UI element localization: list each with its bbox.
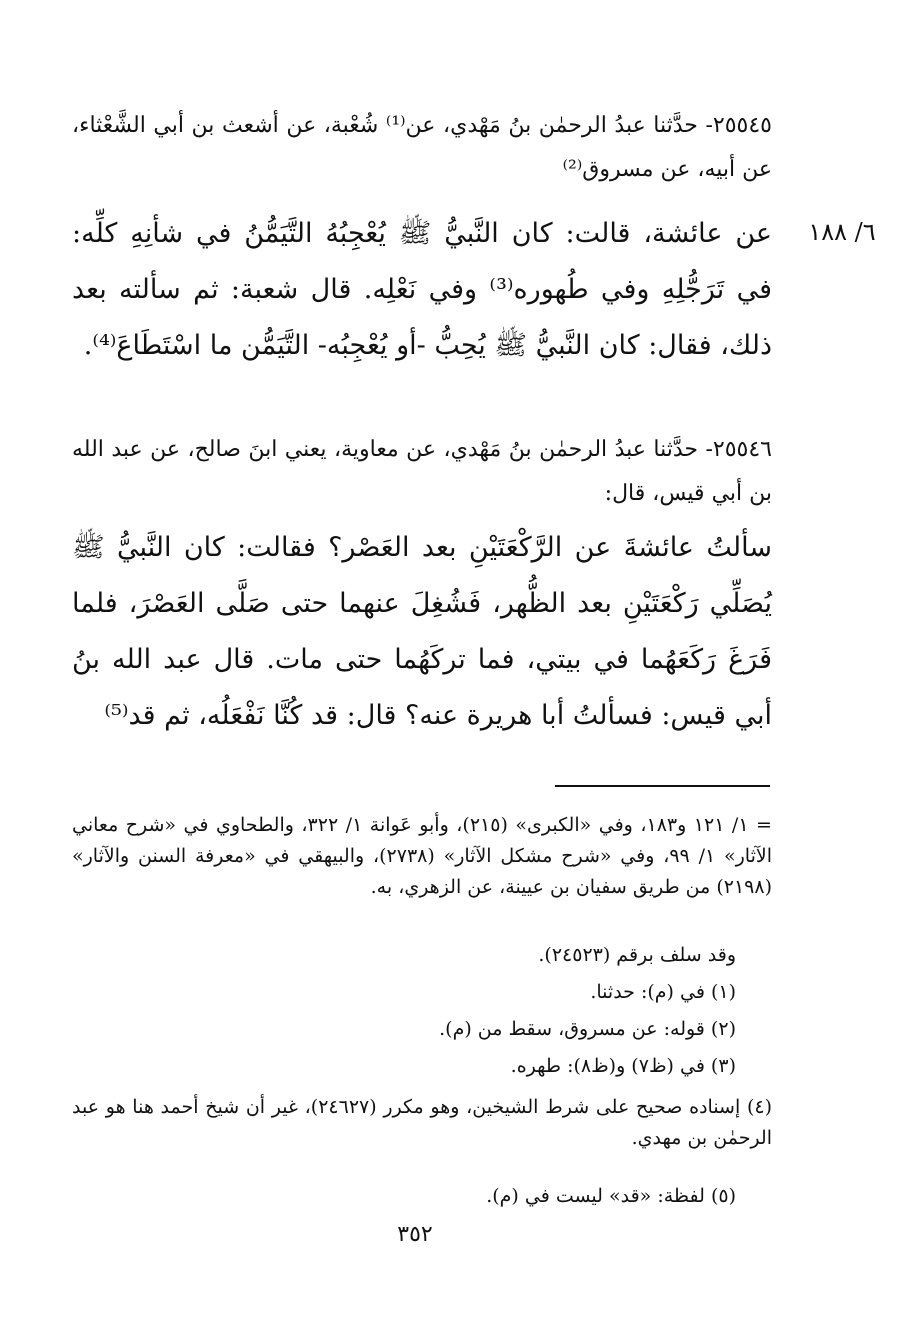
hadith-25545-matn: عن عائشة، قالت: كان النَّبيُّ ﷺ يُعْجِبُهُ التَّيَمُّنُ في شأنِهِ كلِّه: في تَرَجُّلِهِ وفي طُهوره⁽³⁾ وفي نَعْلِه. قال شعبة: ثم سألته بعد ذلك، فقال: كان النَّبيُّ ﷺ يُحِبُّ -أو يُعْجِبُه- التَّيَمُّن ما اسْتَطَاعَ⁽⁴⁾.	[72, 218, 773, 361]
page-number: ٣٥٢	[397, 1222, 433, 1247]
hadith-25546-matn: سألتُ عائشةَ عن الرَّكْعَتَيْنِ بعد العَصْر؟ فقالت: كان النَّبيُّ ﷺ يُصَلِّي رَكْعَتَيْنِ بعد الظُّهر، فَشُغِلَ عنهما حتى صَلَّى العَصْرَ، فلما فَرَغَ رَكَعَهُما في بيتي، فما تركَهُما حتى مات. قال عبد الله بنُ أبي قيس: فسألتُ أبا هريرة عنه؟ قال: قد كُنَّا نَفْعَلُه، ثم قد⁽⁵⁾	[72, 532, 772, 731]
footnote-continuation: = ١/ ١٢١ و١٨٣، وفي «الكبرى» (٢١٥)، وأبو عَوانة ١/ ٣٢٢، والطحاوي في «شرح معاني الآثار» ١/ ٩٩، وفي «شرح مشكل الآثار» (٢٧٣٨)، والبيهقي في «معرفة السنن والآثار» (٢١٩٨) من طريق سفيان بن عيينة، عن الزهري، به.	[72, 814, 773, 898]
hadith-25545-isnad: ٢٥٥٤٥- حدَّثنا عبدُ الرحمٰن بنُ مَهْدي، عن⁽¹⁾ شُعْبة، عن أشعث بن أبي الشَّعْثاء، عن أبيه، عن مسروق⁽²⁾	[72, 113, 772, 182]
hadith-25546-isnad: ٢٥٥٤٦- حدَّثنا عبدُ الرحمٰن بنُ مَهْدي، عن معاوية، يعني ابنَ صالح، عن عبد الله بن أبي قيس، قال:	[72, 437, 772, 506]
footnote-5: (٥) لفظة: «قد» ليست في (م).	[486, 1185, 736, 1207]
footnote-2: (٢) قوله: عن مسروق، سقط من (م).	[439, 1018, 736, 1040]
footnote-4: (٤) إسناده صحيح على شرط الشيخين، وهو مكرر (٢٤٦٢٧)، غير أن شيخ أحمد هنا هو عبد الرحمٰن بن مهدي.	[72, 1096, 773, 1149]
volume-page-reference: ٦/ ١٨٨	[808, 218, 876, 246]
footnote-salaf: وقد سلف برقم (٢٤٥٢٣).	[538, 944, 736, 966]
footnote-3: (٣) في (ظ٧) و(ظ٨): طهره.	[510, 1055, 736, 1077]
footnote-separator	[555, 785, 770, 787]
footnote-1: (١) في (م): حدثنا.	[590, 981, 736, 1003]
